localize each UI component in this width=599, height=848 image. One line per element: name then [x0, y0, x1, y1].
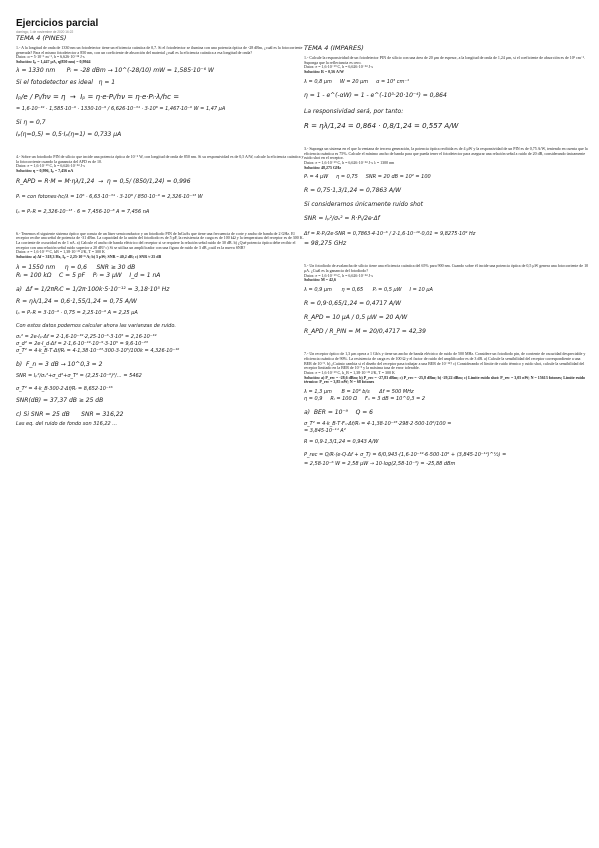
- right-page-column: [304, 0, 589, 468]
- handwritten-line: Iₚ = Pᵢ·R = 3·10⁻⁶ · 0,75 = 2,25·10⁻⁶ A = 2,25 μA: [16, 309, 138, 316]
- handwritten-line: Si η = 0,7: [16, 118, 46, 126]
- exercise-solution: Solución: η = 0,996, Iₚ = 7,456 nA: [16, 167, 74, 173]
- exercise-solution: Solución: Iₚ = 1,447 μA, η(850 nm) = 0,9944: [16, 59, 91, 65]
- handwritten-line: R = ηλ/1,24 = 0,6·1,55/1,24 = 0,75 A/W: [16, 297, 137, 305]
- left-page-column: [16, 0, 305, 428]
- handwritten-line: SNR = Iₚ²/σₛ² = R·Pᵢ/2e·Δf: [304, 215, 380, 223]
- exercise-statement: 1.- A la longitud de onda de 1330 nm un fotodetector tiene un eficiencia cuántica de 0,7. Si el fotodetector se ilumina con una potencia óptica de -28 dBm, ¿cuál es la fotocorriente generada? Para el mismo fotodetector a 850 nm, con un coeficiente de absorción del material ¿cuál es la eficiencia cuántica a esa longitud de onda?: [16, 45, 303, 55]
- handwritten-line: η = 0,9 Rₗ = 100 Ω Fₙ = 3 dB = 10^0,3 = 2: [304, 396, 426, 403]
- exercise-5-impar: [304, 264, 589, 336]
- handwritten-line: Rₗ = 100 kΩ C = 5 pF Pᵢ = 3 μW I_d = 1 nA: [16, 271, 161, 279]
- handwritten-line: Pᵢ = 4 μW η = 0,75 SNR = 20 dB = 10² = 100: [304, 174, 431, 181]
- exercise-data: Datos: α = 5·10⁻¹ m⁻¹, h = 6,626·10⁻³⁴ J·s: [16, 54, 85, 60]
- handwritten-line: λ = 1330 nm Pᵢ = -28 dBm → 10^(-28/10) mW = 1,585·10⁻⁶ W: [16, 66, 214, 74]
- handwritten-line: Iₚ = Pᵢ·R = 2,326·10⁻¹³ · 6 = 7,456·10⁻⁸ A = 7,456 nA: [16, 208, 150, 215]
- handwritten-line: c) Si SNR = 25 dB SNR = 316,22: [16, 410, 124, 418]
- handwritten-line: λ = 0,9 μm η = 0,65 Pᵢ = 0,5 μW I = 10 μA: [304, 287, 433, 294]
- handwritten-line: P_rec = Q/R·(e·Q·Δf + σ_T) = 6/0,943·(1,6·10⁻¹⁹·6·500·10⁶ + (3,845·10⁻¹⁴)^½) =: [304, 452, 507, 459]
- handwritten-line: SNR = Iₚ²/σₛ²+σ_d²+σ_T² = (2,25·10⁻⁶)²/… = 5462: [16, 372, 142, 379]
- exercise-data: Datos: e = 1,6·10⁻¹⁹ C, h = 6,626·10⁻³⁴ J·s: [304, 272, 373, 278]
- handwritten-line: a) Δf = 1/2πRₗC = 1/2π·100k·5·10⁻¹² = 3,18·10⁵ Hz: [16, 285, 170, 293]
- handwritten-line: = 98,275 GHz: [304, 240, 347, 248]
- handwritten-line: Pᵢ = con fotones·hc/λ = 10⁶ · 6,63·10⁻³⁴ · 3·10⁸ / 850·10⁻⁹ = 2,326·10⁻¹³ W: [16, 193, 203, 200]
- handwritten-line: λ = 1,3 μm B = 10⁹ b/s Δf = 500 MHz: [304, 389, 414, 396]
- handwritten-line: R = 0,9·1,3/1,24 = 0,943 A/W: [304, 439, 379, 446]
- handwritten-line: λ = 0,8 μm W = 20 μm α = 10³ cm⁻¹: [304, 78, 410, 85]
- handwritten-line: R_APD = 10 μA / 0,5 μW = 20 A/W: [304, 314, 408, 322]
- handwritten-line: σ_T² = 4·k_B·T·Δf/Rₗ = 4·1,38·10⁻²³·300·3·10⁵/100k = 4,326·10⁻¹⁶: [16, 347, 180, 354]
- exercise-solution: Solución: 48,275 GHz: [304, 164, 342, 170]
- handwritten-line: σ_T² = 4·k_B·T·Fₙ·Δf/Rₗ = 4·1,38·10⁻²³·298·2·500·10⁶/100 =: [304, 421, 452, 428]
- exercise-statement: 6.- Tenemos el siguiente sistema óptico que consta de un láser semiconductor y un fotodiodo PIN de InGaAs que tiene una frecuencia de corte y ancho de banda de 2 GHz. El receptor recibe una señal de potencia de -31 dBm. La capacidad de la unión del fotodiodo es de 5 pF, la resistencia de carga es de 100 kΩ y la temperatura del receptor es de 300 K. La corriente de oscuridad es de 1 nA. a) Calcule el ancho de banda eléctrico del receptor si se requiere la relación señal ruido de 30 dB. b) ¿Qué potencia óptica debe recibir el receptor con una relación señal ruido superior a 20 dB? c) Si se utiliza un amplificador con una figura de ruido de 3 dB ¿cuál es la nueva SNR?: [16, 230, 304, 250]
- handwritten-line: Con estos datos podemos calcular ahora las varianzas de ruido.: [16, 322, 176, 329]
- exercise-data: Datos: e = 1,6·10⁻¹⁹ C, h = 6,626·10⁻³⁴ J·s: [304, 64, 373, 70]
- handwritten-line: R_APD = R·M = M·ηλ/1,24 → η = 0,5/ (850/1,24) = 0,996: [16, 177, 191, 185]
- handwritten-line: R_APD / R_PIN = M = 20/0,4717 = 42,39: [304, 328, 426, 336]
- handwritten-line: a) BER = 10⁻⁹ Q = 6: [304, 409, 373, 417]
- handwritten-line: Iₚ(η=0,5) = 0,5·Iₚ(η=1) = 0,733 μA: [16, 130, 122, 138]
- handwritten-line: R = 0,9·0,65/1,24 = 0,4717 A/W: [304, 300, 402, 308]
- exercise-7-impar: [304, 352, 589, 468]
- handwritten-line: SNR(dB) = 37,37 dB ≥ 25 dB: [16, 396, 104, 404]
- exercise-statement: 4.- Sobre un fotodiodo PIN de silicio que incide una potencia óptica de 10⁻⁶ W, con longitud de onda de 850 nm. Si su responsividad es de 0,5 A/W, calcule la eficiencia cuántica y la fotocorriente cuando la ganancia del APD es de 10.: [16, 153, 304, 164]
- exercise-solution: Solución: R = 0,56 A/W: [304, 69, 344, 75]
- handwritten-line: Las eq. del ruido de fondo son 316,22 ...: [16, 420, 118, 427]
- handwritten-line: Δf = R·Pᵢ/2e·SNR = 0,7863·4·10⁻⁶ / 2·1,6·10⁻¹⁹·0,01 = 9,8275·10⁹ Hz: [304, 231, 476, 238]
- handwritten-line: σₛ² = 2e·Iₚ·Δf = 2·1,6·10⁻¹⁹·2,25·10⁻⁶·3·10⁵ = 2,16·10⁻¹⁹: [16, 333, 157, 340]
- exercise-1-impar: [304, 56, 589, 131]
- page-title: Ejercicios parcial: [16, 18, 99, 29]
- handwritten-line: λ = 1550 nm η = 0,6 SNR ≥ 30 dB: [16, 263, 136, 271]
- exercise-solution: Solución: a) P_rec = -28,6 dBm; b) P_rec = -27,83 dBm; c) P_rec = -25,8 dBm; b) -29,22 dBm; c) Límite ruido shot: P_rec = 3,05 nW; N = 15613 fotones; Límite ruido térmico: P_rec = 3,85 nW; N = 68 fotones: [304, 374, 585, 385]
- handwritten-line: La responsividad será, por tanto:: [304, 107, 404, 115]
- exercise-data: Datos: e = 1,6·10⁻¹⁹ C, kB = 1,38·10⁻²³ J/K, T = 300 K: [16, 249, 105, 255]
- handwritten-line: = 2,58·10⁻⁶ W = 2,58 μW → 10·log(2,58·10⁻³) = -25,88 dBm: [304, 461, 456, 468]
- handwritten-line: R = 0,75·1,3/1,24 = 0,7863 A/W: [304, 187, 402, 195]
- handwritten-line: R = ηλ/1,24 = 0,864 · 0,8/1,24 = 0,557 A/W: [304, 121, 459, 130]
- handwritten-line: Si el fotodetector es ideal η = 1: [16, 78, 116, 86]
- page-date: domingo, 1 de noviembre de 2020 16:22: [16, 30, 74, 34]
- exercise-6: [16, 232, 305, 428]
- exercise-3-impar: [304, 147, 589, 249]
- exercise-statement: 7.- Un receptor óptico de 1,3 μm opera a 1 Gb/s y tiene un ancho de banda eléctrico de ruido de 500 MHz. Considere un fotodiodo pin, de corriente de oscuridad despreciable y eficiencia cuántica de 90%. La resistencia de carga es de 100 Ω y el factor de ruido del amplificador es de 3 dB. a) Calcule la sensibilidad del receptor correspondiente a una BER de 10⁻⁹. b) ¿Cuánto cambia si el diseño del receptor pasa trabajar a una BER de 10⁻¹²? c) Considerando el límite de ruido térmico y ruido shot, calcule la sensibilidad del receptor limitado en la BER de 10⁻⁹ y la máxima tasa de error tolerable.: [304, 351, 586, 371]
- exercise-solution: Solución: M = 42,6: [304, 277, 337, 283]
- exercise-data: Datos: e = 1,6·10⁻¹⁹ C, h = 6,626·10⁻³⁴ J·s λ = 1300 nm: [304, 159, 395, 165]
- exercise-4: [16, 155, 305, 216]
- handwritten-line: b) F_n = 3 dB → 10^0,3 = 2: [16, 360, 103, 368]
- handwritten-line: σ_d² = 2e·I_d·Δf = 2·1,6·10⁻¹⁹·10⁻⁹·3·10⁵ = 9,6·10⁻²³: [16, 340, 148, 347]
- handwritten-line: = 3,845·10⁻¹⁴ A²: [304, 428, 346, 435]
- exercise-solution: Solución: a) Δf = 318,3 Hz, Iₚ = 2,25·10⁻⁶ A; b) 5 μW; SNR = 40,2 dB; c) SNR ≈ 25 dB: [16, 254, 162, 260]
- handwritten-line: = 1,6·10⁻¹⁹ · 1,585·10⁻⁶ · 1330·10⁻⁹ / 6,626·10⁻³⁴ · 3·10⁸ = 1,467·10⁻⁶ W = 1,47 μA: [16, 105, 226, 112]
- exercise-1: [16, 46, 305, 139]
- exercise-statement: 3.- Suponga un sistema en el que la ventana de tercera generación, la potencia óptica recibida es de 4 μW y la responsividad de un PIN es de 0,75 A/W, teniendo en cuenta que la eficiencia cuántica es 75%. Calcule el mínimo ancho de banda para que pueda tener el fotodetector para asegurar una relación señal a ruido de 20 dB, considerando únicamente ruido shot en el receptor.: [304, 145, 588, 161]
- handwritten-line: η = 1 - e^(-αW) = 1 - e^(-10³·20·10⁻⁴) = 0,864: [304, 91, 447, 99]
- handwritten-line: σ_T² = 4·k_B·300·2·Δf/Rₗ = 8,652·10⁻¹⁶: [16, 385, 113, 392]
- handwritten-line: Si consideramos únicamente ruido shot: [304, 201, 423, 209]
- section-heading-tema4-pines: TEMA 4 (PINES): [16, 34, 67, 42]
- exercise-data: Datos: e = 1,6·10⁻¹⁹ C, h = 6,626·10⁻³⁴ J·s: [16, 163, 85, 169]
- section-heading-tema4-impares: TEMA 4 (IMPARES): [304, 44, 364, 52]
- handwritten-line: Iₚ/e / Pᵢ/hν = η → Iₚ = η·e·Pᵢ/hν = η·e·Pᵢ·λ/hc =: [16, 92, 180, 101]
- exercise-statement: 1.- Calcule la responsividad de un fotodetector PIN de silicio con una área de 20 μm de espesor, a la longitud de onda de 1,24 μm, si el coeficiente de absorción es de 10³ cm⁻¹. Suponga que la reflectancia es cero.: [304, 55, 586, 65]
- exercise-statement: 5.- Un fotodiodo de avalancha de silicio tiene una eficiencia cuántica del 65% para 900 nm. Cuando sobre él incide una potencia óptica de 0,5 μW genera una fotocorriente de 10 μA. ¿Cuál es la ganancia del fotodiodo?: [304, 263, 589, 274]
- exercise-data: Datos: e = 1,6·10⁻¹⁹ C, k_B = 1,38·10⁻²³ J/K, T = 300 K: [304, 369, 395, 375]
